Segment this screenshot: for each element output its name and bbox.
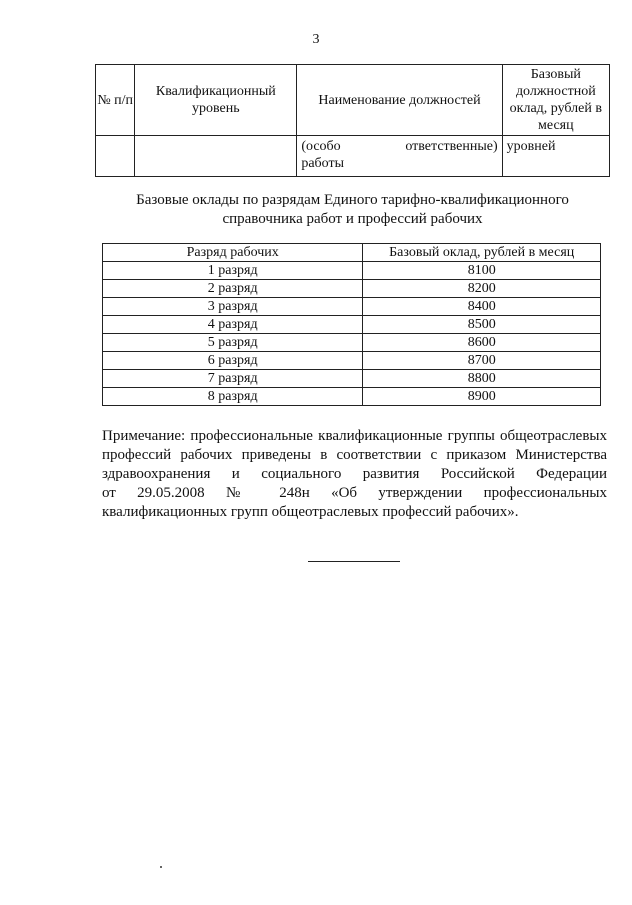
salary-cell: 8900: [363, 388, 601, 406]
grade-cell: 4 разряд: [103, 316, 363, 334]
column-header-salary: Базовый оклад, рублей в месяц: [363, 244, 601, 262]
column-header-grade: Разряд рабочих: [103, 244, 363, 262]
scan-speck: [160, 866, 162, 868]
salary-cell: 8100: [363, 262, 601, 280]
footnote-line: от 29.05.2008 № 248н «Об утверждении профессиональных: [102, 485, 607, 501]
salary-cell: 8200: [363, 280, 601, 298]
cell-qualification-level: [135, 136, 297, 177]
table-row: [103, 370, 601, 388]
column-header-base-salary: Базовый должностной оклад, рублей в месяц: [502, 65, 609, 136]
footnote-line: Примечание: профессиональные квалификационные группы общеотраслевых: [102, 428, 607, 444]
cell-position-name-line1: (особо ответственные): [301, 139, 498, 154]
salary-cell: 8400: [363, 298, 601, 316]
grade-cell: 8 разряд: [103, 388, 363, 406]
salary-cell: 8600: [363, 334, 601, 352]
footnote-line: здравоохранения и социального развития Российской Федерации: [102, 466, 607, 482]
salary-cell: 8500: [363, 316, 601, 334]
grade-cell: 5 разряд: [103, 334, 363, 352]
footnote: [102, 427, 607, 522]
section-heading: Базовые оклады по разрядам Единого тарифно-квалификационного справочника работ и профессий рабочих: [136, 192, 569, 227]
footnote-line: квалификационных групп общеотраслевых профессий рабочих».: [102, 504, 519, 520]
cell-position-name-line2: работы: [301, 156, 344, 171]
positions-table: [95, 64, 610, 177]
column-header-position-name: Наименование должностей: [297, 65, 502, 136]
column-header-number: № п/п: [96, 65, 135, 136]
salary-table: [102, 243, 601, 406]
table-row: [103, 298, 601, 316]
salary-cell: 8800: [363, 370, 601, 388]
column-header-qualification-level: Квалификационный уровень: [135, 65, 297, 136]
cell-number: [96, 136, 135, 177]
table-row: [103, 388, 601, 406]
table-row: [103, 352, 601, 370]
grade-cell: 3 разряд: [103, 298, 363, 316]
footnote-line: профессий рабочих приведены в соответствии с приказом Министерства: [102, 447, 607, 463]
table-row: [103, 280, 601, 298]
cell-position-name: [297, 136, 502, 177]
table-header-row: [96, 65, 610, 136]
grade-cell: 1 разряд: [103, 262, 363, 280]
table-row: [103, 316, 601, 334]
table-header-row: [103, 244, 601, 262]
table-row: [103, 262, 601, 280]
table-row: [96, 136, 610, 177]
page-number: 3: [312, 32, 320, 47]
cell-base-salary: уровней: [502, 136, 609, 177]
grade-cell: 2 разряд: [103, 280, 363, 298]
table-row: [103, 334, 601, 352]
salary-cell: 8700: [363, 352, 601, 370]
end-divider: [308, 561, 400, 562]
grade-cell: 6 разряд: [103, 352, 363, 370]
grade-cell: 7 разряд: [103, 370, 363, 388]
